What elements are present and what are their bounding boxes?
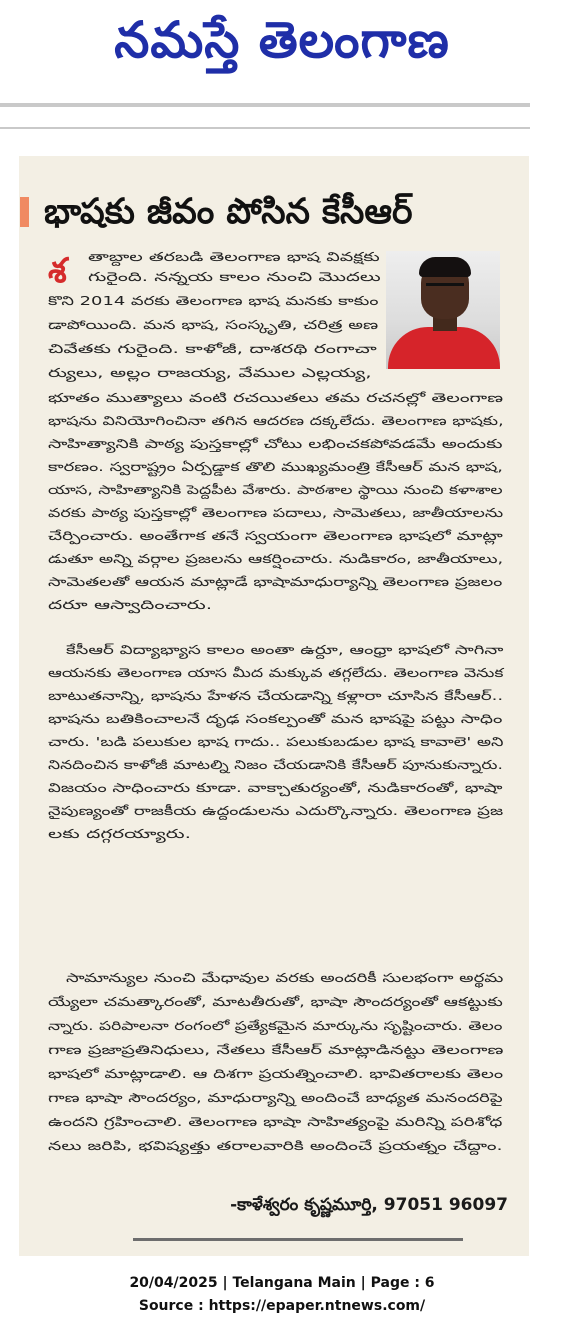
body-line: కొని 2014 వరకు తెలంగాణ భాష మనకు కాకుం xyxy=(48,293,379,308)
body-line: డుతూ అన్ని వర్గాల ప్రజలను ఆకర్షించారు. నుడికారం, జాతీయాలు, xyxy=(48,551,504,566)
body-line: కారణం. స్వరాష్ట్రం ఏర్పడ్డాక తొలి ముఖ్యమంత్రి కేసీఆర్ మన భాష, xyxy=(48,459,503,474)
edition-info: 20/04/2025 | Telangana Main | Page : 6 xyxy=(129,1275,435,1291)
clipping-bottom-rule xyxy=(133,1238,463,1241)
body-line: భాషను వినియోగించినా తగిన ఆదరణ దక్కలేదు. తెలంగాణ భాషకు, xyxy=(48,413,504,428)
body-line: నైపుణ్యంతో రాజకీయ ఉద్దండులను ఎదుర్కొన్నారు. తెలంగాణ ప్రజ xyxy=(48,803,504,818)
body-line: య్యేలా చమత్కారంతో, మాటతీరుతో, భాషా సౌందర్యంతో ఆకట్టుకు xyxy=(48,994,503,1009)
body-line: సాహిత్యానికి పాఠ్య పుస్తకాల్లో చోటు లభించకపోవడమే అందుకు xyxy=(48,436,503,451)
body-line: డాపోయింది. మన భాష, సంస్కృతి, చరిత్ర అణ xyxy=(48,317,379,332)
author-byline: -కాళేశ్వరం కృష్ణమూర్తి, 97051 96097 xyxy=(230,1195,508,1215)
body-line: సామాన్యుల నుంచి మేధావుల వరకు అందరికీ సులభంగా అర్థమ xyxy=(66,970,504,985)
header-rule-bottom xyxy=(0,127,530,129)
body-line: చారు. 'బడి పలుకుల భాష గాదు.. పలుకుబడుల భాష కావాలె' అని xyxy=(48,734,504,749)
body-line: బాటుతనాన్ని, భాషను హేళన చేయడాన్ని కళ్లారా చూసిన కేసీఆర్.. xyxy=(48,688,504,703)
article-headline: భాషకు జీవం పోసిన కేసీఆర్ xyxy=(44,192,413,232)
body-line: ఆయనకు తెలంగాణ యాస మీద మక్కువ తగ్గలేదు. తెలంగాణ వెనుక xyxy=(48,665,504,680)
author-photo xyxy=(386,251,500,369)
source-link[interactable]: Source : https://epaper.ntnews.com/ xyxy=(138,1298,426,1314)
body-line: గాణ ప్రజాప్రతినిధులు, నేతలు కేసీఆర్ మాట్లాడినట్టు తెలంగాణ xyxy=(48,1042,504,1057)
body-line: కేసీఆర్ విద్యాభ్యాస కాలం అంతా ఉర్దూ, ఆంధ్రా భాషలో సాగినా xyxy=(66,642,504,657)
masthead xyxy=(0,0,564,92)
body-line: యాస, సాహిత్యానికి పెద్దపీట వేశారు. పాఠశాల స్థాయి నుంచి కళాశాల xyxy=(48,482,503,497)
body-line: చేర్పించారు. అంతేగాక తనే స్వయంగా తెలంగాణ భాషలో మాట్లా xyxy=(48,528,503,543)
body-line: నలు జరిపి, భవిష్యత్తు తరాలవారికి అందించే ప్రయత్నం చేద్దాం. xyxy=(48,1138,503,1153)
masthead-logo: నమస్తే తెలంగాణ xyxy=(114,10,450,69)
dropcap: శ xyxy=(48,251,67,291)
header-rule-top xyxy=(0,103,530,107)
body-line: వరకు పాఠ్య పుస్తకాల్లో తెలంగాణ పదాలు, సామెతలు, జాతీయాలను xyxy=(48,505,504,520)
body-line: భూతం ముత్యాలు వంటి రచయితలు తమ రచనల్లో తెలంగాణ xyxy=(48,390,504,405)
body-line: న్నారు. పరిపాలనా రంగంలో ప్రత్యేకమైన మార్కును సృష్టించారు. తెలం xyxy=(48,1018,503,1033)
body-line: గాణ భాషా సౌందర్యం, మాధుర్యాన్ని అందించే బాధ్యత మనందరిపై xyxy=(48,1090,503,1105)
body-line: భాషను బతికించాలనే దృఢ సంకల్పంతో మన భాషపై పట్టు సాధిం xyxy=(48,711,503,726)
headline-accent-bar xyxy=(20,197,29,227)
body-line: నినదించిన కాళోజీ మాటల్ని నిజం చేయడానికి కేసీఆర్ పూనుకున్నారు. xyxy=(48,757,503,772)
body-line: గురైంది. నన్నయ కాలం నుంచి మొదలు xyxy=(88,269,381,284)
body-line: దరూ ఆస్వాదించారు. xyxy=(48,597,213,612)
body-line: సామెతలతో ఆయన మాట్లాడే భాషామాధుర్యాన్ని తెలంగాణ ప్రజలం xyxy=(48,574,503,589)
body-line: లకు దగ్గరయ్యారు. xyxy=(48,826,192,841)
body-line: ర్యులు, అల్లం రాజయ్య, వేముల ఎల్లయ్య, xyxy=(48,365,372,380)
body-line: చివేతకు గురైంది. కాళోజీ, దాశరథి రంగాచా xyxy=(48,341,377,356)
body-line: భాషలో మాట్లాడాలి. ఆ దిశగా ప్రయత్నించాలి. భావితరాలకు తెలం xyxy=(48,1066,504,1081)
body-line: తాబ్దాల తరబడి తెలంగాణ భాష వివక్షకు xyxy=(88,249,380,264)
body-line: విజయం సాధించారు కూడా. వాక్చాతుర్యంతో, నుడికారంతో, భాషా xyxy=(48,780,503,795)
body-line: ఉందని గ్రహించాలి. తెలంగాణ భాషా సాహిత్యంపై మరిన్ని పరిశోధ xyxy=(48,1114,503,1129)
